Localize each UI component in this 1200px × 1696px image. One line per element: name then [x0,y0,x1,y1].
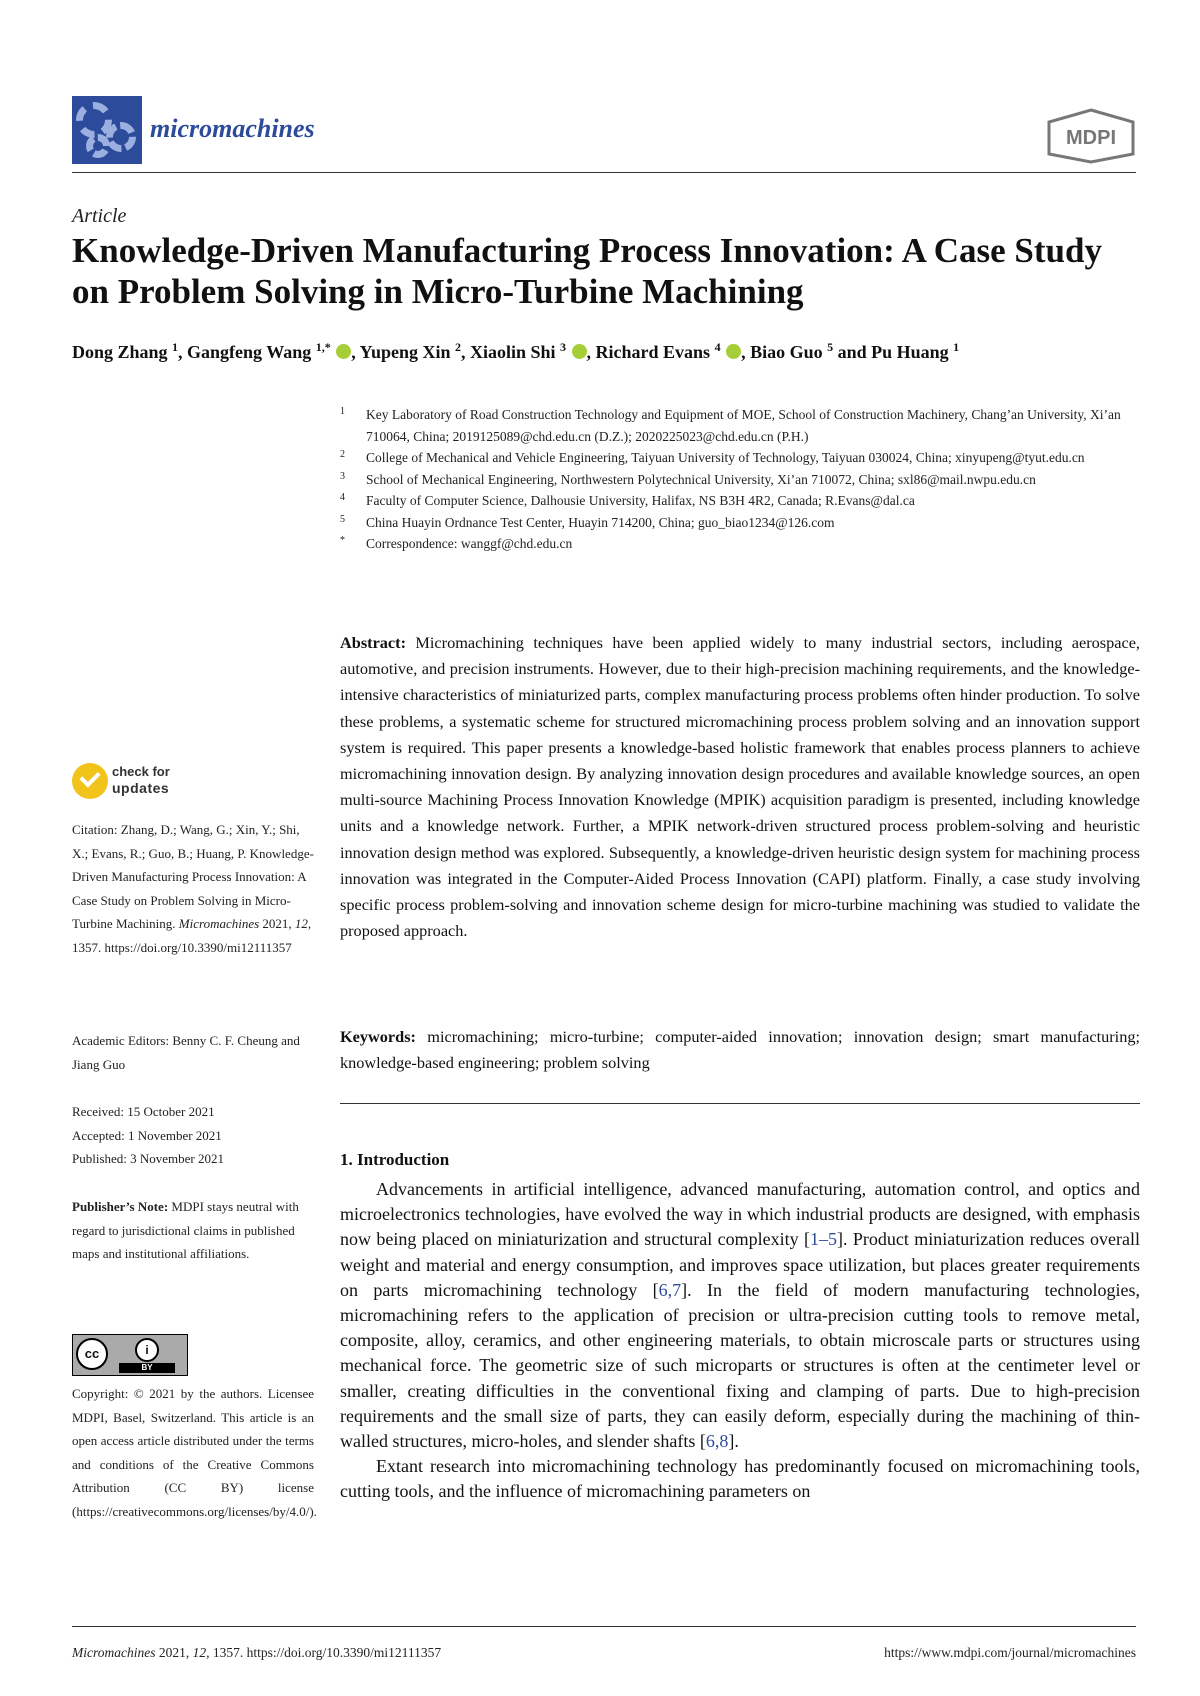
author-affiliation-sup: 1,* [315,340,331,354]
footer-citation [72,1645,441,1661]
citation-link[interactable]: 1–5 [810,1229,838,1250]
academic-editors: Academic Editors: Benny C. F. Cheung and Jiang Guo [72,1033,300,1072]
introduction-body [340,1177,1140,1505]
affiliation-text: China Huayin Ordnance Test Center, Huayin 714200, China; guo_biao1234@126.com [366,514,835,530]
footer-doi[interactable]: 1357. https://doi.org/10.3390/mi12111357 [212,1645,442,1660]
paragraph [340,1177,1140,1454]
text-run: ]. In the field of modern manufacturing technologies, micromachining refers to the application of precision or ultra-precision cutting tools to remove metal, composite, alloy, ceramics, and other engineering materials, to obtain microscale parts or structures using mechanical force. The geometric size of such microparts or structures is often at the centimeter level or smaller, creating difficulties in the conventional fixing and clamping of parts. Due to high-precision requirements and the small size of parts, they can easily deform, especially during the machining of thin-walled structures, micro-holes, and slender shafts [ [340,1279,1140,1452]
author-list [72,340,1152,363]
check-updates-text [112,764,170,796]
author-separator: , [741,342,751,362]
abstract [340,630,1140,944]
author-affiliation-sup: 1 [172,340,179,354]
author-name: Biao Guo [750,342,823,362]
affiliation-number: 4 [340,492,345,503]
author-separator: and [833,342,872,362]
gear-icon [106,122,136,152]
dates-block [72,1100,314,1171]
mdpi-logo [1045,108,1137,164]
header-divider [72,172,1136,173]
check-icon [72,763,108,799]
keywords [340,1024,1140,1076]
affiliation-text: Correspondence: wanggf@chd.edu.cn [366,536,573,551]
cc-icon: cc [76,1338,108,1370]
affiliation-number: 5 [340,513,345,525]
affiliation-item [340,404,1140,447]
affiliation-text: School of Mechanical Engineering, Northwestern Polytechnical University, Xi’an 710072, China; sxl86@mail.nwpu.edu.cn [366,471,1036,487]
check-for-updates-badge[interactable] [72,763,212,803]
paper-title: Knowledge-Driven Manufacturing Process Innovation: A Case Study on Problem Solving in Micro-Turbine Machining [72,231,1102,311]
abstract-label: Abstract: [340,633,407,652]
orcid-icon[interactable] [572,344,587,359]
abstract-text: Micromachining techniques have been applied widely to many industrial sectors, including aerospace, automotive, and precision instruments. However, due to their high-precision machining requirements, and the knowledge-intensive characteristics of miniaturized parts, complex manufacturing process problems often hinder production. To solve these problems, a systematic scheme for structured micromachining process problem solving and an innovation support system is required. This paper presents a knowledge-based holistic framework that enables process planners to achieve micromachining innovation design. By analyzing innovation design procedures and available knowledge sources, an open multi-source Machining Process Innovation Knowledge (MPIK) acquisition paradigm is presented, including knowledge units and a knowledge network. Further, a MPIK network-driven structured process problem-solving and heuristic innovation design method was explored. Subsequently, a knowledge-driven heuristic design system for machining process innovation was integrated in the Computer-Aided Process Innovation (CAPI) platform. Finally, a case study involving specific process problem-solving and innovation scheme design for micro-turbine machining was studied to validate the proposed approach. [340,633,1140,941]
footer-volume: 12, [192,1645,210,1660]
footer-divider [72,1626,1136,1627]
affiliation-item [340,469,1140,491]
affiliation-item [340,512,1140,534]
affiliations [340,404,1140,555]
correspondence [340,533,1140,555]
keywords-text: micromachining; micro-turbine; computer-aided innovation; innovation design; smart manufacturing; knowledge-based engineering; problem solving [340,1027,1140,1072]
author-affiliation-sup: 5 [827,340,834,354]
orcid-icon[interactable] [726,344,741,359]
section-heading: 1. Introduction [340,1150,450,1169]
citation-block [72,818,314,959]
text-run: ]. [728,1431,739,1452]
affiliation-text: College of Mechanical and Vehicle Engineering, Taiyuan University of Technology, Taiyuan 030024, China; xinyupeng@tyut.edu.cn [366,450,1085,465]
author-separator: , [460,342,470,362]
citation-volume: 12, [294,916,312,931]
author-name: Gangfeng Wang [187,342,312,362]
affiliation-number: 3 [340,470,345,482]
attribution-person-icon: i [135,1338,159,1362]
affiliation-number: 2 [340,449,345,460]
published-date: Published: 3 November 2021 [72,1151,225,1166]
citation-text: Zhang, D.; Wang, G.; Xin, Y.; Shi, X.; Evans, R.; Guo, B.; Huang, P. Knowledge-Driven Manufacturing Process Innovation: A Case Study on Problem Solving in Micro-Turbine Machining. [72,822,314,931]
author-affiliation-sup: 3 [560,340,567,354]
author-affiliation-sup: 4 [714,340,721,354]
footer-year: 2021, [158,1645,190,1660]
citation-journal: Micromachines [178,916,260,931]
cc-by-label: BY [119,1363,175,1373]
author-name: Xiaolin Shi [469,342,556,362]
author-name: Richard Evans [595,342,711,362]
received-date: Received: 15 October 2021 [72,1104,215,1119]
copyright-notice: Copyright: © 2021 by the authors. Licensee MDPI, Basel, Switzerland. This article is an open access article distributed under the terms and conditions of the Creative Commons Attribution (CC BY) license (https://creativecommons.org/licenses/by/4.0/). [72,1386,317,1519]
author-name: Yupeng Xin [359,342,451,362]
author-separator: , [586,342,596,362]
affiliation-item [340,447,1140,469]
affiliation-item [340,490,1140,512]
text-run: Advancements in artificial intelligence, advanced manufacturing, automation control, and optics and microelectronics technologies, have evolved the way in which industrial products are designed, with emphasis now being placed on miniaturization and structural complexity [ [340,1179,1140,1250]
author-separator: , [351,342,360,362]
citation-year: 2021, [262,916,292,931]
journal-logo [72,96,142,164]
citation-doi[interactable]: 1357. https://doi.org/10.3390/mi12111357 [72,939,292,955]
keywords-label: Keywords: [340,1027,416,1046]
affiliation-number: 1 [340,406,345,417]
author-separator: , [178,342,188,362]
publisher-note-text: MDPI stays neutral with regard to jurisdictional claims in published maps and institutional affiliations. [72,1199,299,1261]
author-name: Dong Zhang [72,342,168,362]
citation-label: Citation: [72,822,118,837]
footer-journal: Micromachines [72,1645,156,1660]
accepted-date: Accepted: 1 November 2021 [72,1127,222,1143]
affiliation-number: * [340,535,345,546]
mdpi-logo-text: MDPI [1066,127,1116,149]
orcid-icon[interactable] [336,344,351,359]
text-run: ]. Product miniaturization reduces overall weight and material and energy consumption, and improves space utilization, but places greater requirements on parts micromachining technology [ [340,1229,1140,1300]
author-affiliation-sup: 1 [953,340,960,354]
affiliation-text: Key Laboratory of Road Construction Technology and Equipment of MOE, School of Construction Machinery, Chang’an University, Xi’an 710064, China; 2019125089@chd.edu.cn (D.Z.); 2020225023@chd.edu.cn (P.H.) [366,407,1121,444]
affiliation-text: Faculty of Computer Science, Dalhousie University, Halifax, NS B3H 4R2, Canada; R.Evans@dal.ca [366,493,915,508]
citation-link[interactable]: 6,8 [705,1431,729,1452]
author-name: Pu Huang [871,342,949,362]
gear-icon [86,134,110,158]
publisher-note [72,1195,314,1266]
section-divider [340,1103,1140,1104]
cc-by-license-badge[interactable] [72,1334,188,1376]
author-affiliation-sup: 2 [454,340,461,354]
article-type: Article [72,205,127,227]
check-line: check for [112,764,170,779]
footer-journal-url[interactable]: https://www.mdpi.com/journal/micromachines [884,1645,1136,1660]
citation-link[interactable]: 6,7 [658,1279,682,1300]
journal-name: micromachines [150,114,315,143]
publisher-note-label: Publisher’s Note: [72,1199,169,1214]
paragraph: Extant research into micromachining technology has predominantly focused on micromachining tools, cutting tools, and the influence of micromachining parameters on [340,1456,1140,1502]
check-line: updates [112,780,170,796]
